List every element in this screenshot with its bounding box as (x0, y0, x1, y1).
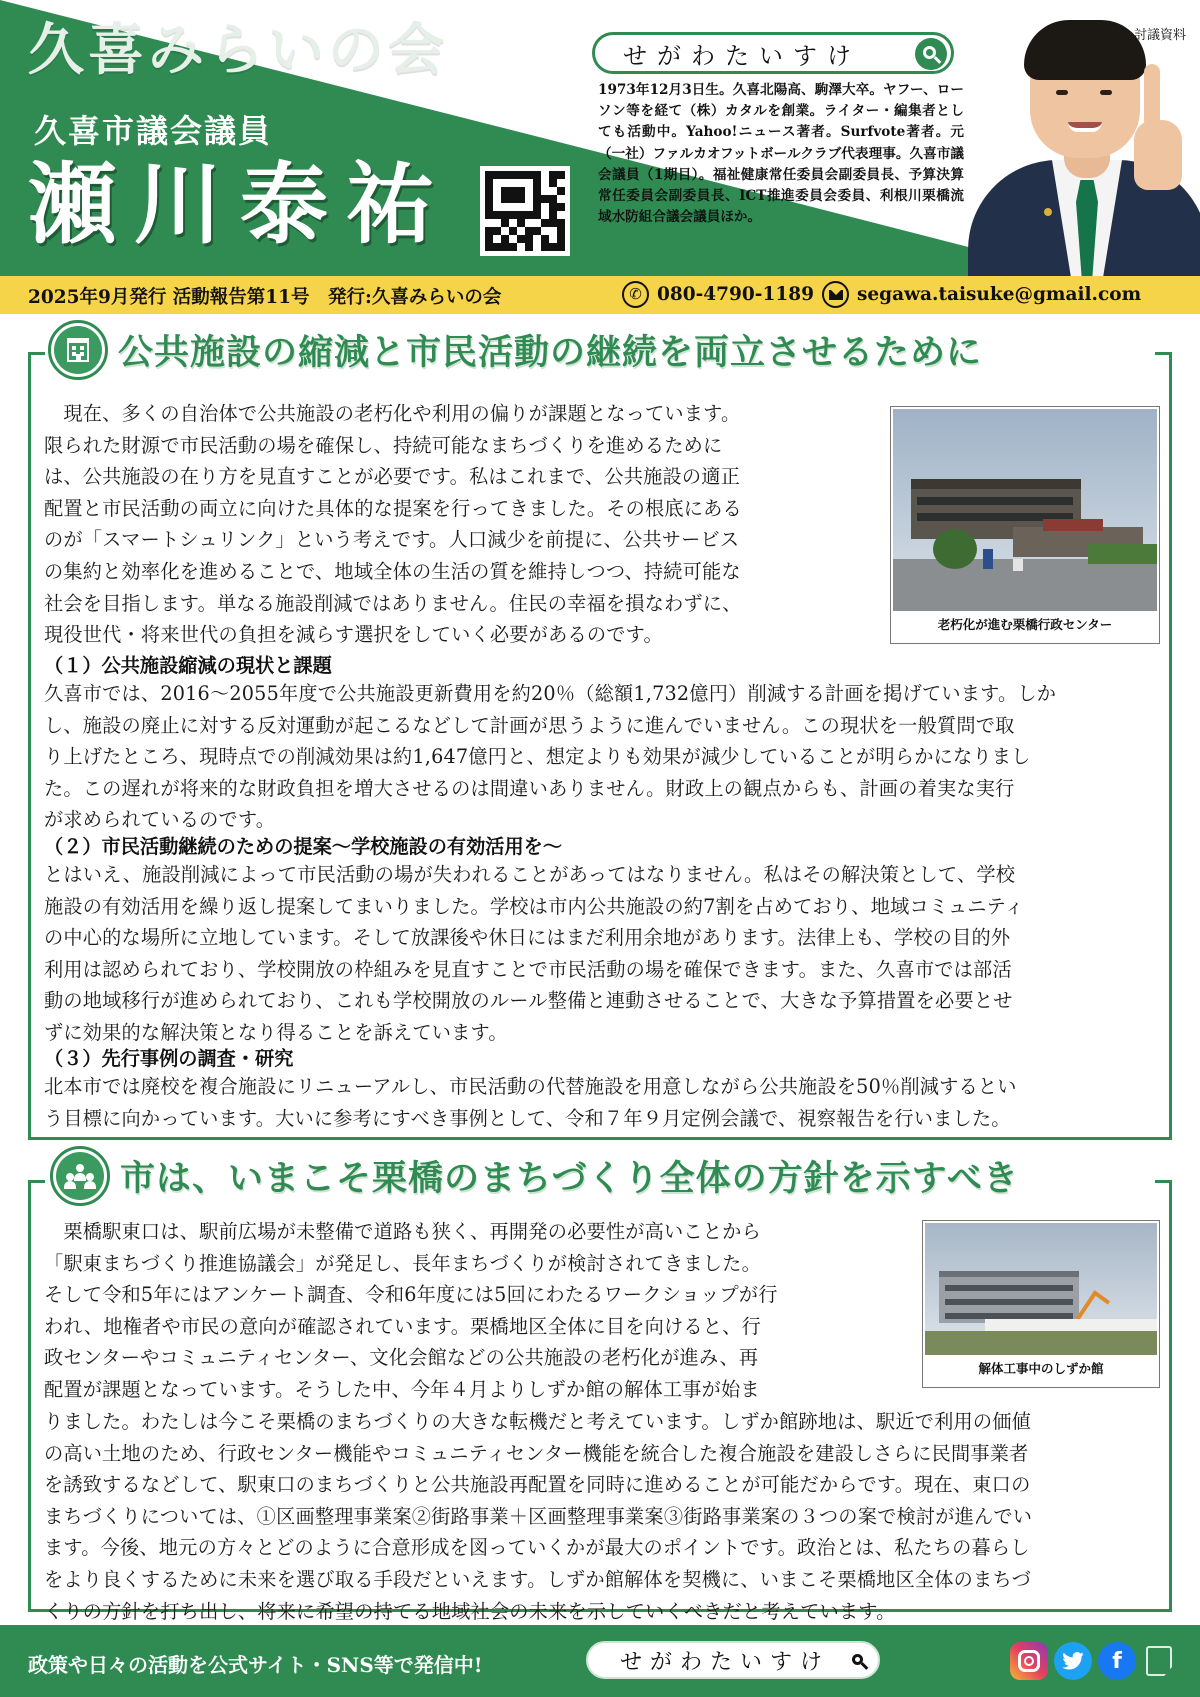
photo-shizukakan (922, 1220, 1160, 1388)
text-line: とはいえ、施設削減によって市民活動の場が失われることがあってはなりません。私はその解決策として、学校 (44, 863, 1016, 886)
text-line: ずに効果的な解決策となり得ることを訴えています。 (44, 1020, 508, 1044)
text-line: の集約と効率化を進めることで、地域全体の生活の質を維持しつつ、持続可能な (44, 559, 741, 583)
section2-text-upper (44, 1216, 914, 1406)
subheading-1: （１）公共施設縮減の現状と課題 (44, 654, 332, 677)
group-name: 久喜みらいの会 (28, 17, 448, 83)
text-line: り上げたところ、現時点での削減効果は約1,647億円と、想定よりも効果が減少していることが明らかになりまし (44, 745, 1031, 769)
text-line: を誘致するなどして、駅東口のまちづくりと公共施設再配置を同時に進めることが可能だからです。現在、東口の (44, 1473, 1031, 1497)
text-line: 現在、多くの自治体で公共施設の老朽化や利用の偏りが課題となっています。 (44, 402, 741, 425)
text-line: し、施設の廃止に対する反対運動が起こるなどして計画が思うように進んでいません。この現状を一般質問で取 (44, 713, 1015, 737)
administrative-center-photo (893, 409, 1157, 611)
candidate-name: 瀬川泰祐 (28, 152, 453, 256)
subsection-2-text (44, 859, 1162, 1049)
text-line: う目標に向かっています。大いに参考にすべき事例として、令和７年９月定例会議で、視察報告を行いました。 (44, 1106, 1011, 1130)
subsection-1-text (44, 678, 1162, 836)
text-line: りました。わたしは今こそ栗橋のまちづくりの大きな転機だと考えています。しずか館跡地は、駅近で利用の価値 (44, 1410, 1032, 1433)
text-line: ます。今後、地元の方々とどのように合意形成を図っていくかが最大のポイントです。政治とは、私たちの暮らし (44, 1536, 1030, 1560)
section1-intro (44, 398, 884, 651)
text-line: が求められているのです。 (44, 808, 276, 832)
photo-kurihashi-center (890, 406, 1160, 644)
text-line: は、公共施設の在り方を見直すことが必要です。私はこれまで、公共施設の適正 (44, 465, 741, 489)
phone-icon: ✆ (622, 281, 649, 308)
email-address[interactable]: segawa.taisuke@gmail.com (857, 284, 1142, 305)
photo-caption: 老朽化が進む栗橋行政センター (937, 617, 1113, 632)
subsection-3-text (44, 1071, 1162, 1134)
council-role: 久喜市議会議員 (34, 112, 273, 150)
text-line: 配置と市民活動の両立に向けた具体的な提案を行ってきました。その根底にある (44, 496, 742, 520)
text-line: 久喜市では、2016～2055年度で公共施設更新費用を約20％（総額1,732億円）削減する計画を掲げています。しか (44, 682, 1057, 705)
section2-text-lower (44, 1406, 1162, 1627)
text-line: 動の地域移行が進められており、これも学校開放のルール整備と連動させることで、大きな予算措置を必要とせ (44, 989, 1013, 1013)
text-line: 利用は認められており、学校開放の枠組みを見直すことで市民活動の場を確保できます。また、久喜市では部活 (44, 957, 1012, 981)
text-line: をより良くするために未来を選び取る手段だといえます。しずか館解体を契機に、いまこそ栗橋地区全体のまちづ (44, 1567, 1032, 1591)
qr-code[interactable] (480, 166, 570, 256)
info-bar (0, 276, 1200, 314)
search-icon[interactable] (915, 38, 947, 70)
demolition-photo (925, 1223, 1157, 1355)
text-line: 政センターやコミュニティセンター、文化会館などの公共施設の老朽化が進み、再 (44, 1346, 759, 1370)
text-line: 北本市では廃校を複合施設にリニューアルし、市民活動の代替施設を用意しながら公共施設を50％削減するとい (44, 1075, 1017, 1098)
issue-info: 2025年9月発行 活動報告第11号 発行:久喜みらいの会 (28, 287, 502, 308)
candidate-photo (960, 10, 1200, 276)
photo-caption-2: 解体工事中のしずか館 (978, 1361, 1104, 1376)
search-icon[interactable] (846, 1648, 872, 1674)
text-line: の中心的な場所に立地しています。そして放課後や休日にはまだ利用余地があります。法律上も、学校の目的外 (44, 926, 1011, 950)
section2-heading (50, 1146, 1019, 1206)
footer-search-box[interactable] (586, 1641, 880, 1679)
email-contact[interactable] (822, 281, 1141, 308)
text-line: た。この遅れが将来的な財政負担を増大させるのは間違いありません。財政上の観点からも、計画の着実な実行 (44, 776, 1015, 800)
text-line: われ、地権者や市民の意向が確認されています。栗橋地区全体に目を向けると、行 (44, 1314, 761, 1338)
section1-heading (48, 320, 982, 380)
header (0, 0, 1200, 276)
text-line: のが「スマートシュリンク」という考えです。人口減少を前提に、公共サービス (44, 528, 740, 552)
building-icon (48, 320, 108, 380)
subheading-2: （２）市民活動継続のための提案～学校施設の有効活用を～ (44, 835, 563, 858)
instagram-icon[interactable] (1010, 1642, 1048, 1680)
name-search-box[interactable] (592, 32, 954, 74)
text-line: くりの方針を打ち出し、将来に希望の持てる地域社会の未来を示していくべきだと考えています。 (44, 1599, 896, 1623)
footer (0, 1625, 1200, 1697)
text-line: 栗橋駅東口は、駅前広場が未整備で道路も狭く、再開発の必要性が高いことから (44, 1220, 761, 1243)
text-line: 社会を目指します。単なる施設削減ではありません。住民の幸福を損なわずに、 (44, 591, 742, 615)
subheading-3: （３）先行事例の調査・研究 (44, 1047, 294, 1070)
text-line: 限られた財源で市民活動の場を確保し、持続可能なまちづくりを進めるために (44, 433, 723, 457)
note-icon[interactable] (1142, 1642, 1176, 1680)
footer-search-text: せがわたいすけ (620, 1649, 831, 1675)
text-line: 配置が課題となっています。そうした中、今年４月よりしずか館の解体工事が始ま (44, 1377, 760, 1401)
section2-title: 市は、いまこそ栗橋のまちづくり全体の方針を示すべき (120, 1158, 1019, 1199)
text-line: 現役世代・将来世代の負担を減らす選択をしていく必要があるのです。 (44, 623, 663, 647)
section1-title: 公共施設の縮減と市民活動の継続を両立させるために (118, 332, 983, 373)
twitter-icon[interactable] (1054, 1642, 1092, 1680)
text-line: そして令和5年にはアンケート調査、令和6年度には5回にわたるワークショップが行 (44, 1283, 778, 1307)
profile-bio: 1973年12月3日生。久喜北陽高、駒澤大卒。ヤフー、ローソン等を経て（株）カタルを創業。ライター・編集者としても活動中。Yahoo!ニュース著者。Surfvote著者。元（一社）ファルカオフットボールクラブ代表理事。久喜市議会議員（1期目）。福祉健康常任委員会副委員長、予算決算常任委員会副委員長、ICT推進委員会委員、利根川栗橋流域水防組合議会議員ほか。 (598, 82, 964, 226)
text-line: まちづくりについては、①区画整理事業案②街路事業＋区画整理事業案③街路事業案の３つの案で検討が進んでい (44, 1504, 1033, 1528)
envelope-icon (822, 281, 849, 308)
phone-contact[interactable] (622, 281, 814, 308)
facebook-icon[interactable]: f (1098, 1642, 1136, 1680)
text-line: 施設の有効活用を繰り返し提案してまいりました。学校は市内公共施設の約7割を占めており、地域コミュニティ (44, 894, 1024, 918)
document-label: 討議資料 (1133, 28, 1186, 43)
phone-number[interactable]: 080-4790-1189 (657, 284, 814, 305)
search-text: せがわたいすけ (623, 41, 861, 70)
people-meeting-icon (50, 1146, 110, 1206)
text-line: の高い土地のため、行政センター機能やコミュニティセンター機能を統合した複合施設を建設しさらに民間事業者 (44, 1441, 1029, 1465)
text-line: 「駅東まちづくり推進協議会」が発足し、長年まちづくりが検討されてきました。 (44, 1251, 761, 1275)
footer-message: 政策や日々の活動を公式サイト・SNS等で発信中! (28, 1653, 483, 1677)
